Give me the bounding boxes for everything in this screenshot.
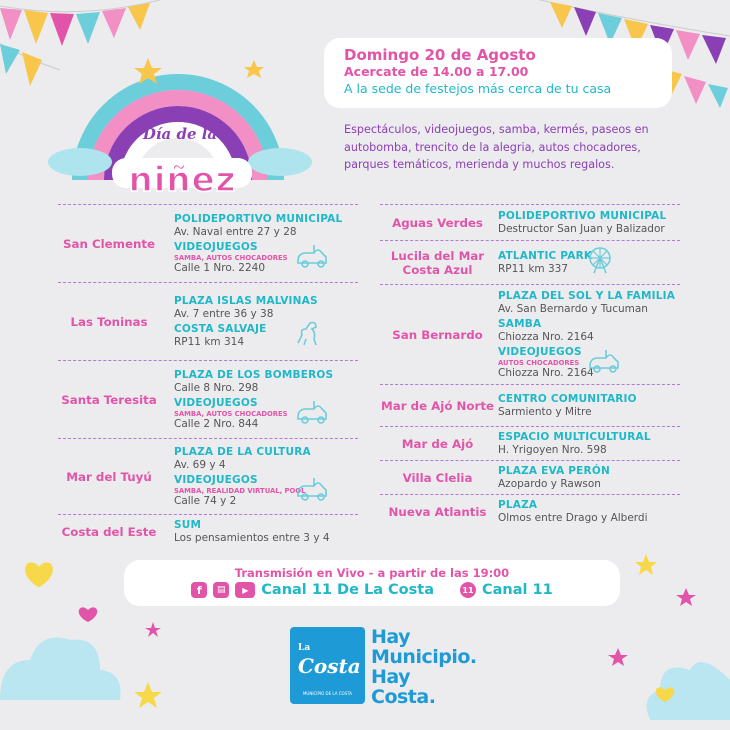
event-time: Acercate de 14.00 a 17.00: [344, 64, 529, 79]
venue: [498, 250, 592, 276]
location-name: San Clemente: [63, 237, 155, 251]
location-name: Villa Clelia: [402, 471, 473, 485]
venue-name: VIDEOJUEGOS: [174, 474, 258, 486]
ferris-wheel-icon: [586, 246, 614, 278]
venue-address: Calle 1 Nro. 2240: [174, 262, 265, 274]
right-schedule-column: [380, 204, 680, 528]
location-name: Aguas Verdes: [392, 216, 483, 230]
location-row: [380, 384, 680, 426]
venue: [174, 295, 318, 321]
venue-activities: SAMBA, AUTOS CHOCADORES: [174, 410, 288, 418]
location-row: [58, 204, 358, 282]
venue-address: Los pensamientos entre 3 y 4: [174, 532, 330, 544]
venue-activities: SAMBA, AUTOS CHOCADORES: [174, 254, 288, 262]
logo-subtitle: niñez: [128, 160, 237, 200]
venue-address: Calle 74 y 2: [174, 495, 237, 507]
facebook-icon[interactable]: f: [191, 582, 207, 598]
venue-name: VIDEOJUEGOS: [174, 241, 258, 253]
venue-name: PLAZA ISLAS MALVINAS: [174, 295, 318, 307]
venue: [174, 397, 333, 431]
left-schedule-column: [58, 204, 358, 548]
twitch-icon[interactable]: ▤: [213, 582, 229, 598]
location-row: [380, 494, 680, 528]
youtube-icon[interactable]: ▶: [235, 582, 255, 598]
venue-name: POLIDEPORTIVO MUNICIPAL: [174, 213, 343, 225]
venue-address: H. Yrigoyen Nro. 598: [498, 444, 607, 456]
venue-address: Calle 2 Nro. 844: [174, 418, 259, 430]
venue-address: Chiozza Nro. 2164: [498, 331, 594, 343]
dinosaur-icon: [294, 319, 322, 351]
venue: [498, 318, 675, 344]
venue: [498, 346, 675, 380]
venue-name: PLAZA EVA PERÓN: [498, 465, 610, 477]
venue-address: Av. San Bernardo y Tucuman: [498, 303, 648, 315]
location-row: [380, 460, 680, 494]
venue: [498, 431, 651, 457]
location-row: [58, 438, 358, 514]
venue: [174, 474, 311, 508]
event-info-card: [324, 38, 672, 108]
venue: [498, 465, 610, 491]
location-row: [380, 426, 680, 460]
location-name: Mar del Tuyú: [66, 470, 152, 484]
location-name: Mar de Ajó Norte: [381, 399, 494, 413]
bumper-car-icon: [586, 348, 622, 378]
location-name: Las Toninas: [70, 315, 148, 329]
location-row: [58, 360, 358, 438]
venue: [174, 446, 311, 472]
logo-title: Día de la: [142, 125, 218, 143]
venue-name: CENTRO COMUNITARIO: [498, 393, 637, 405]
venue-name: PLAZA: [498, 499, 538, 511]
venue-activities: AUTOS CHOCADORES: [498, 359, 580, 367]
venue-name: VIDEOJUEGOS: [498, 346, 582, 358]
event-date: Domingo 20 de Agosto: [344, 46, 536, 64]
location-row: [380, 204, 680, 240]
activities-description: Espectáculos, videojuegos, samba, kermés, paseos en autobomba, trencito de la alegria, autos chocadores, parques temáticos, merienda y muchos regalos.: [344, 123, 649, 171]
venue-address: Chiozza Nro. 2164: [498, 367, 594, 379]
venue-address: Av. 7 entre 36 y 38: [174, 308, 274, 320]
bumper-car-icon: [294, 476, 330, 506]
location-name: Santa Teresita: [61, 393, 157, 407]
venue-address: Av. Naval entre 27 y 28: [174, 226, 297, 238]
location-row: [380, 240, 680, 284]
municipality-slogan: [371, 627, 477, 707]
venue-name: PLAZA DEL SOL Y LA FAMILIA: [498, 290, 676, 302]
venue-name: ATLANTIC PARK: [498, 250, 593, 262]
municipality-logo-text: Costa: [298, 654, 361, 678]
venue-name: SUM: [174, 519, 202, 531]
venue: [498, 210, 666, 236]
venue-address: Sarmiento y Mitre: [498, 406, 592, 418]
channel-primary: Canal 11 De La Costa: [261, 582, 434, 598]
venue-name: PLAZA DE LA CULTURA: [174, 446, 311, 458]
venue: [498, 393, 637, 419]
venue: [174, 369, 333, 395]
municipality-logo: [290, 627, 365, 704]
bumper-car-icon: [294, 399, 330, 429]
slogan-line: Costa.: [371, 686, 436, 708]
venue-address: Azopardo y Rawson: [498, 478, 601, 490]
venue: [498, 499, 648, 525]
bumper-car-icon: [294, 243, 330, 273]
channel-secondary: Canal 11: [481, 582, 553, 598]
venue-name: SAMBA: [498, 318, 542, 330]
venue-name: PLAZA DE LOS BOMBEROS: [174, 369, 334, 381]
stream-title: Transmisión en Vivo - a partir de las 19:00: [234, 566, 510, 580]
slogan-line: Hay: [371, 626, 411, 648]
venue-address: RP11 km 337: [498, 263, 569, 275]
venue-address: Destructor San Juan y Balizador: [498, 223, 665, 235]
venue-name: COSTA SALVAJE: [174, 323, 267, 335]
venue: [174, 323, 318, 349]
venue-name: ESPACIO MULTICULTURAL: [498, 431, 651, 443]
location-row: [380, 284, 680, 384]
channel-11-icon: 11: [460, 582, 476, 598]
venue-address: Av. 69 y 4: [174, 459, 226, 471]
event-place: A la sede de festejos más cerca de tu casa: [344, 81, 612, 96]
venue-address: Calle 8 Nro. 298: [174, 382, 259, 394]
location-row: [58, 282, 358, 360]
venue-activities: SAMBA, REALIDAD VIRTUAL, POOL: [174, 487, 306, 495]
venue-address: RP11 km 314: [174, 336, 245, 348]
municipality-logo-small: La: [298, 643, 311, 653]
venue: [174, 213, 342, 239]
location-name: Lucila del Mar Costa Azul: [390, 249, 485, 277]
location-name: Costa del Este: [61, 525, 157, 539]
location-name: San Bernardo: [392, 328, 483, 342]
venue-name: POLIDEPORTIVO MUNICIPAL: [498, 210, 667, 222]
municipality-caption: MUNICIPIO DE LA COSTA: [302, 691, 353, 696]
slogan-line: Municipio.: [371, 646, 477, 668]
location-name: Nueva Atlantis: [388, 505, 487, 519]
decorative-shapes: [0, 540, 730, 730]
slogan-line: Hay: [371, 666, 411, 688]
venue: [498, 290, 675, 316]
venue-address: Olmos entre Drago y Alberdi: [498, 512, 648, 524]
venue-name: VIDEOJUEGOS: [174, 397, 258, 409]
location-name: Mar de Ajó: [401, 437, 474, 451]
dia-de-la-ninez-logo: [40, 30, 315, 200]
venue: [174, 241, 342, 275]
